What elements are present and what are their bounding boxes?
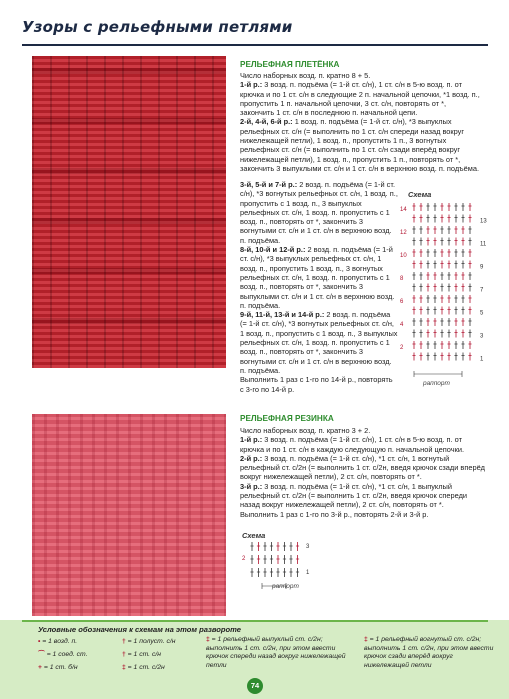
section1-row-number: 7 <box>480 287 484 294</box>
section1-outro: Выполнить 1 раз с 1-го по 14-й р., повторять с 3-го по 14-й р. <box>240 375 393 394</box>
section1-row: 1-й р.: 3 возд. п. подъёма (= 1-й ст. с/н), 1 ст. с/н в 5-ю возд. п. от крючка и по 1 ст. с/н в следующие 2 п. начальной цепочки, *1 возд. п., пропустить 1 п. начальной цепочки, 3 ст. с/н, повторять от *, закончить 1 ст. с/н в последнюю п. начальной цепи. <box>240 80 480 118</box>
section1-row: 8-й, 10-й и 12-й р.: 2 возд. п. подъёма (= 1-й ст. с/н), *3 выпуклых рельефных ст. с/н, 1 возд. п., пропустить 1 возд. п., 3 вогнутых рельефных ст. с/н, 1 возд. п. пропустить с 1 возд. п., повторять от *, закончить 3 выпуклыми ст. с/н и 1 ст. с/н в верхнюю возд. п. подъёма. <box>240 245 395 310</box>
section1-row-number: 4 <box>400 322 404 328</box>
chain-stitch-icon: • <box>38 638 41 645</box>
section1-row-number: 5 <box>480 310 484 317</box>
section1-row: 9-й, 11-й, 13-й и 14-й р.: 2 возд. п. подъёма (= 1-й ст. с/н), *3 вогнутых рельефных ст. с/н, 1 возд. п., пропустить с 1 возд. п., 3 выпуклых рельефных ст. с/н, 1 возд. п. пропустить с 1 возд. п., повторять от *, закончить 3 вогнутыми ст. с/н и 1 ст. с/н в верхнюю возд. п. подъёма. <box>240 310 398 375</box>
section2-instructions <box>240 426 486 519</box>
section2-intro: Число наборных возд. п. кратно 3 + 2. <box>240 426 371 435</box>
section1-row: 2-й, 4-й, 6-й р.: 1 возд. п. подъёма (= 1-й ст. с/н), *3 выпуклых рельефных ст. с/н (= выполнить по 1 ст. с/н спереди назад вокруг нижележащей петли), 1 возд. п., пропустить 1 п., 3 вогнутых рельефных ст. с/н (= выполнить по 1 ст. с/н сзади вперёд вокруг нижележащей петли), 1 возд. п., пропустить 1 п., повторять от *, закончить 3 выпуклыми ст. с/н и 1 ст. с/н в верхнюю возд. п. подъёма. <box>240 117 479 173</box>
legend-title: Условные обозначения к схемам на этом развороте <box>38 625 242 634</box>
section1-heading: РЕЛЬЕФНАЯ ПЛЕТЁНКА <box>240 60 340 69</box>
legend-item: † = 1 ст. с/н <box>122 651 161 658</box>
page-title: Узоры с рельефными петлями <box>22 18 293 36</box>
section2-outro: Выполнить 1 раз с 1-го по 3-й р., повторять 2-й и 3-й р. <box>240 509 429 519</box>
section2-row-number: 3 <box>306 544 310 550</box>
section1-scheme-diagram <box>400 199 495 389</box>
section2-row: 3-й р.: 3 возд. п. подъёма (= 1-й ст. с/н), *1 ст. с/н, 1 выпуклый рельефный ст. с/2н (= выполнить 1 ст. с/2н, введя крючок спереди назад вокруг нижележащей петли), 2 ст. с/н, повторять от *. <box>240 481 468 510</box>
single-crochet-icon: + <box>38 664 42 671</box>
relief-braid-swatch-photo <box>32 56 226 368</box>
legend-item: + = 1 ст. б/н <box>38 664 78 671</box>
double-crochet-icon: † <box>122 651 126 658</box>
section1-row-number: 14 <box>400 207 407 213</box>
section2-row-number: 1 <box>306 570 310 576</box>
section2-row: 2-й р.: 3 возд. п. подъёма (= 1-й ст. с/н), *1 ст. с/н, 1 вогнутый рельефный ст. с/2н (= выполнить 1 ст. с/2н, введя крючок сзади вперёд вокруг нижележащей петли), 2 ст. с/н, повторять от *. <box>240 453 485 482</box>
legend-item: ‡ = 1 рельефный вогнутый ст. с/2н; выполнить 1 ст. с/2н, при этом ввести крючок сзади вперёд вокруг нижележащей петли <box>364 636 494 669</box>
section1-row-number: 13 <box>480 218 487 225</box>
section1-intro: Число наборных возд. п. кратно 8 + 5. <box>240 71 371 80</box>
half-double-crochet-icon: † <box>122 638 126 645</box>
legend-item: ⌒ = 1 соед. ст. <box>38 651 88 658</box>
back-post-treble-icon: ‡ <box>364 636 368 643</box>
slip-stitch-icon: ⌒ <box>38 651 45 658</box>
section1-row-number: 2 <box>400 345 404 351</box>
section1-scheme-label: Схема <box>408 190 432 199</box>
section1-row-number: 10 <box>400 253 407 259</box>
legend-item: † = 1 полуст. с/н <box>122 638 176 645</box>
legend-top-rule <box>22 620 488 622</box>
section2-row: 1-й р.: 3 возд. п. подъёма (= 1-й ст. с/н), 1 ст. с/н в 5-ю возд. п. от крючка и по 1 ст. с/н в каждую следующую п. начальной цепочки. <box>240 435 465 454</box>
relief-rib-swatch-photo <box>32 414 226 616</box>
legend-item: • = 1 возд. п. <box>38 638 78 645</box>
section1-row-number: 6 <box>400 299 404 305</box>
treble-crochet-icon: ‡ <box>122 664 126 671</box>
section1-row-number: 12 <box>400 230 407 236</box>
section1-row-number: 1 <box>480 356 484 363</box>
section1-rapport-label: раппорт <box>423 380 450 387</box>
front-post-treble-icon: ‡ <box>206 636 210 643</box>
section1-instructions-narrow <box>240 180 398 394</box>
page-number-badge: 74 <box>247 678 263 694</box>
section2-row-number: 2 <box>242 556 246 562</box>
section2-scheme-label: Схема <box>242 531 266 540</box>
legend-item: ‡ = 1 ст. с/2н <box>122 664 165 671</box>
section2-rapport-label: раппорт <box>272 583 299 590</box>
section1-row-number: 8 <box>400 276 404 282</box>
section1-row-number: 9 <box>480 264 484 271</box>
section2-heading: РЕЛЬЕФНАЯ РЕЗИНКА <box>240 414 334 423</box>
section1-row: 3-й, 5-й и 7-й р.: 2 возд. п. подъёма (= 1-й ст. с/н), *3 вогнутых рельефных ст. с/н, 1 возд. п., пропустить с 1 возд. п., 3 выпуклых рельефных ст. с/н, 1 возд. п. пропустить с 1 возд. п., повторять от *, закончить 3 вогнутыми ст. с/н и 1 ст. с/н в верхнюю возд. п. подъёма. <box>240 180 398 245</box>
section1-instructions <box>240 71 482 173</box>
title-rule <box>22 44 488 46</box>
legend-item: ‡ = 1 рельефный выпуклый ст. с/2н; выполнить 1 ст. с/2н, при этом ввести крючок спереди назад вокруг нижележащей петли <box>206 636 346 669</box>
section1-row-number: 11 <box>480 241 487 248</box>
section1-row-number: 3 <box>480 333 484 340</box>
